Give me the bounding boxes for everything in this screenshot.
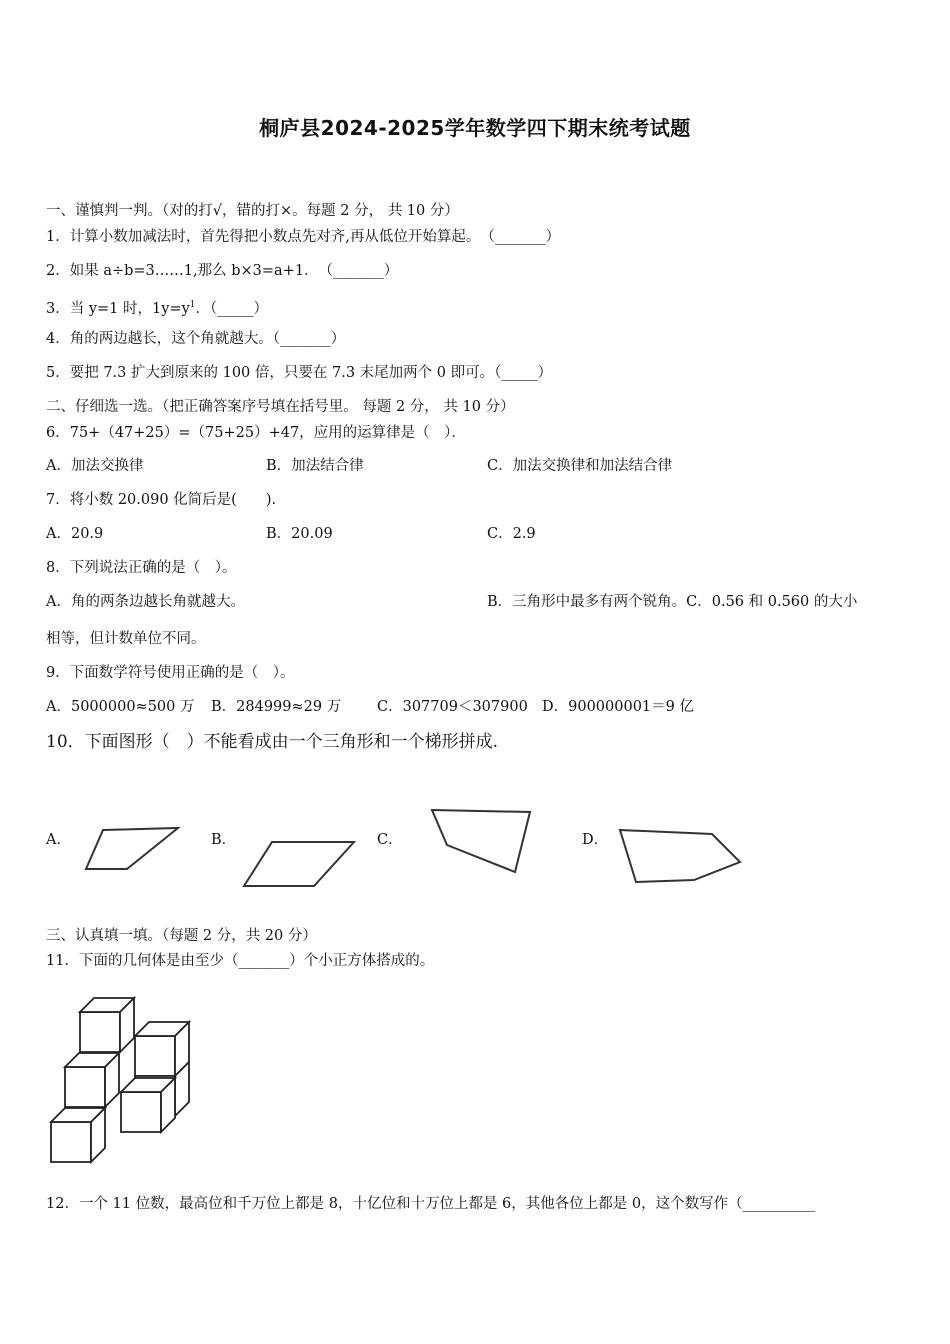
question-12: 12．一个 11 位数，最高位和千万位上都是 8，十亿位和十万位上都是 6，其他各位上都是 0，这个数写作（__________ (46, 1196, 816, 1212)
q8-continuation: 相等，但计数单位不同。 (46, 631, 206, 647)
q9-option-d: D．900000001＝9 亿 (542, 699, 694, 715)
question-8: 8．下列说法正确的是（ ）。 (46, 560, 237, 576)
page-title: 桐庐县2024-2025学年数学四下期末统考试题 (259, 116, 691, 140)
question-7: 7．将小数 20.090 化简后是( ). (46, 492, 277, 508)
question-1: 1．计算小数加减法时，首先得把小数点先对齐,再从低位开始算起。 （_______） (46, 229, 561, 245)
cube-back-top (135, 1022, 189, 1076)
q9-option-b: B．284999≈29 万 (211, 699, 342, 715)
question-6: 6．75+（47+25）=（75+25）+47，应用的运算律是（ ）． (46, 425, 466, 441)
q6-option-a: A．加法交换律 (46, 458, 144, 474)
q10-label-c: C． (377, 832, 403, 848)
q7-option-c: C．2.9 (487, 526, 536, 542)
cube-middle (121, 1078, 175, 1132)
question-11: 11．下面的几何体是由至少（_______）个小正方体搭成的。 (46, 953, 435, 969)
q10-label-b: B． (211, 832, 237, 848)
q6-option-b: B．加法结合律 (266, 458, 364, 474)
question-3-exponent: 1 (189, 300, 196, 310)
question-5: 5．要把 7.3 扩大到原来的 100 倍，只要在 7.3 末尾加两个 0 即可。（_____） (46, 365, 553, 381)
q10-label-d: D． (582, 832, 609, 848)
q7-option-a: A．20.9 (46, 526, 104, 542)
q9-option-a: A．5000000≈500 万 (46, 699, 195, 715)
question-2: 2．如果 a÷b=3……1,那么 b×3=a+1． （_______） (46, 263, 399, 279)
question-9: 9．下面数学符号使用正确的是（ ）。 (46, 665, 295, 681)
cube-front-bottom (51, 1108, 105, 1162)
q6-option-c: C．加法交换律和加法结合律 (487, 458, 673, 474)
cube-tower-top (80, 998, 134, 1052)
section2-header: 二、仔细选一选。（把正确答案序号填在括号里。 每题 2 分， 共 10 分） (46, 399, 515, 415)
q10-label-a: A． (46, 832, 71, 848)
question-4: 4．角的两边越长，这个角就越大。（_______） (46, 331, 346, 347)
q8-option-a: A．角的两条边越长角就越大。 (46, 594, 245, 610)
cube-left-middle (65, 1053, 119, 1107)
section1-header: 一、谨慎判一判。（对的打√，错的打×。每题 2 分， 共 10 分） (46, 203, 459, 219)
q7-option-b: B．20.09 (266, 526, 333, 542)
question-3-tail: ．（_____） (195, 300, 269, 317)
q8-option-bc: B．三角形中最多有两个锐角。C．0.56 和 0.560 的大小 (487, 594, 858, 610)
question-10: 10．下面图形（ ）不能看成由一个三角形和一个梯形拼成. (46, 732, 499, 752)
section3-header: 三、认真填一填。（每题 2 分，共 20 分） (46, 928, 317, 944)
q9-option-c: C．307709＜307900 (377, 699, 528, 715)
question-3-text: 3．当 y=1 时，1y=y (46, 300, 190, 317)
